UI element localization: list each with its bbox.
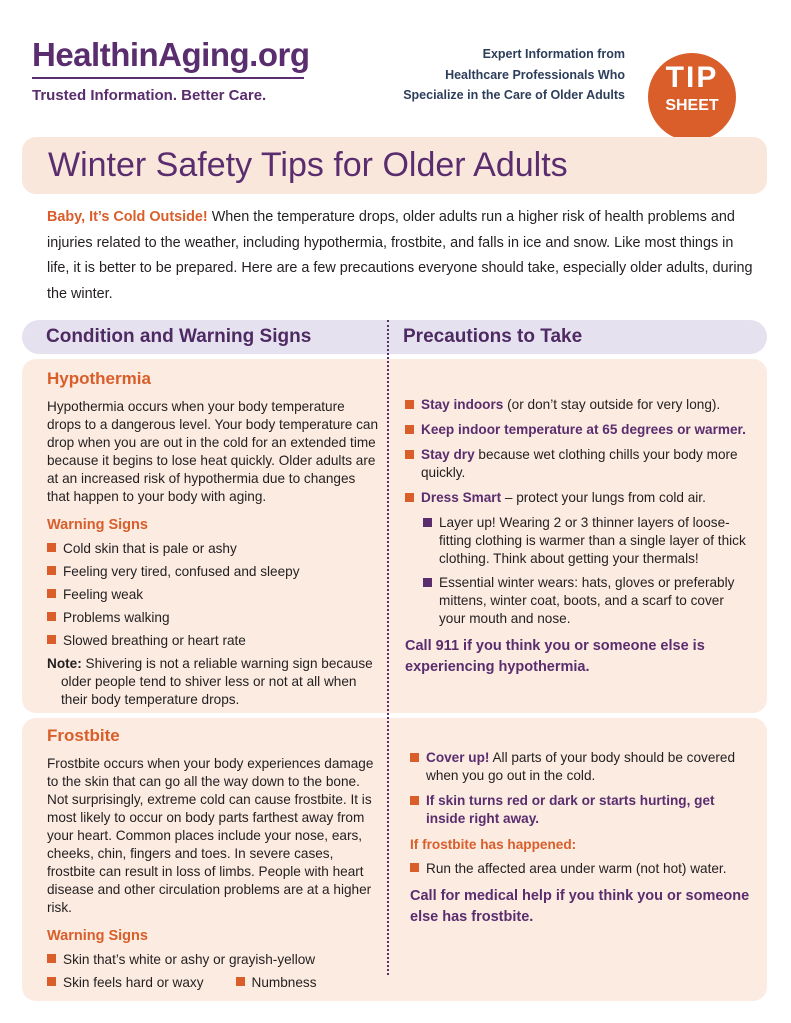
- bullet-square-icon: [47, 977, 56, 986]
- logo-name: HealthinAging.org: [32, 36, 310, 73]
- expert-line: Healthcare Professionals Who: [445, 67, 625, 82]
- intro-text: When the temperature drops, older adults run a higher risk of health problems and injuries related to the weather, including hypothermia, frostbite, and falls in ice and snow. Like most things in life, it is better to be prepared. Here are a few precautions everyone should take, especially older adults, during the winter.: [47, 209, 753, 302]
- hypothermia-precautions-list: [405, 396, 750, 507]
- bullet-square-icon: [47, 635, 56, 644]
- expert-line: Expert Information from: [482, 47, 625, 61]
- bullet-square-icon: [410, 753, 419, 762]
- bullet-square-icon: [423, 578, 432, 587]
- frostbite-signs-list: [47, 951, 379, 992]
- page-title: Winter Safety Tips for Older Adults: [48, 146, 568, 184]
- bullet-square-icon: [47, 612, 56, 621]
- logo-rule: [32, 77, 304, 79]
- list-item: Stay dry because wet clothing chills your body more quickly.: [405, 446, 750, 482]
- dress-smart-sublist: [423, 514, 750, 628]
- hypothermia-call-911: Call 911 if you think you or someone else is experiencing hypothermia.: [405, 638, 705, 675]
- logo: [32, 38, 322, 104]
- bullet-square-icon: [410, 863, 419, 872]
- frostbite-warning-title: Warning Signs: [47, 928, 148, 944]
- list-item: Run the affected area under warm (not hot) water.: [410, 860, 750, 878]
- bullet-square-icon: [47, 543, 56, 552]
- bullet-square-icon: [405, 493, 414, 502]
- list-item: Cold skin that is pale or ashy: [47, 540, 379, 558]
- frostbite-description: Frostbite occurs when your body experiences damage to the skin that can go all the way down to the bone. Not surprisingly, extreme cold can cause frostbite. It is most likely to occur on body parts farthest away from your heart. Common places include your nose, ears, cheeks, chin, fingers and toes. In severe cases, frostbite can result in loss of limbs. People with heart disease and other circulation problems are at a higher risk.: [47, 756, 374, 915]
- expert-info: [325, 44, 625, 106]
- bullet-square-icon: [236, 977, 245, 986]
- hypothermia-title: Hypothermia: [47, 369, 151, 388]
- bullet-square-icon: [405, 425, 414, 434]
- column-header-right: Precautions to Take: [403, 326, 583, 347]
- hypothermia-signs-list: [47, 540, 379, 650]
- list-item: Slowed breathing or heart rate: [47, 632, 379, 650]
- tip-sheet-badge: [648, 53, 736, 141]
- logo-tagline: Trusted Information. Better Care.: [32, 87, 267, 104]
- list-item: Feeling weak: [47, 586, 379, 604]
- list-item: Layer up! Wearing 2 or 3 thinner layers of loose-fitting clothing is warmer than a single layer of thick clothing. Think about getting your thermals!: [423, 514, 750, 568]
- bullet-square-icon: [405, 450, 414, 459]
- list-item: If skin turns red or dark or starts hurting, get inside right away.: [410, 792, 750, 828]
- bullet-square-icon: [423, 518, 432, 527]
- list-item: Stay indoors (or don’t stay outside for very long).: [405, 396, 750, 414]
- bullet-square-icon: [47, 954, 56, 963]
- list-item: Keep indoor temperature at 65 degrees or warmer.: [405, 421, 750, 439]
- hypothermia-description: Hypothermia occurs when your body temperature drops to a dangerous level. Your body temperature can drop when you are out in the cold for an extended time because it begins to lose heat quickly. Older adults are at an increased risk of hypothermia due to changes that happen to your body with aging.: [47, 399, 379, 504]
- title-bar: [22, 137, 767, 194]
- frostbite-title: Frostbite: [47, 726, 120, 745]
- frostbite-happened-list: [410, 860, 750, 878]
- list-item: Skin feels hard or waxy Numbness: [47, 974, 379, 992]
- list-item: Essential winter wears: hats, gloves or preferably mittens, winter coat, boots, and a scarf to cover your mouth and nose.: [423, 574, 750, 628]
- note-label: Note:: [47, 656, 82, 671]
- hypothermia-right-column: [405, 396, 750, 678]
- list-item: Skin that’s white or ashy or grayish-yellow: [47, 951, 379, 969]
- column-divider: [387, 320, 389, 975]
- note-text: Shivering is not a reliable warning sign because older people tend to shiver less or not at all when their body temperature drops.: [61, 656, 373, 707]
- bullet-square-icon: [47, 589, 56, 598]
- frostbite-call-help: Call for medical help if you think you or someone else has frostbite.: [410, 888, 750, 925]
- intro-lead: Baby, It’s Cold Outside!: [47, 209, 208, 225]
- frostbite-left-column: [47, 727, 379, 997]
- frostbite-right-column: [410, 749, 750, 928]
- badge-tip: TIP: [665, 61, 719, 94]
- column-header-bar: [22, 320, 767, 354]
- intro-paragraph: [47, 205, 753, 307]
- list-item: Feeling very tired, confused and sleepy: [47, 563, 379, 581]
- column-header-left: Condition and Warning Signs: [46, 326, 312, 347]
- expert-line: Specialize in the Care of Older Adults: [403, 88, 625, 102]
- frostbite-precautions-list: [410, 749, 750, 828]
- hypothermia-warning-title: Warning Signs: [47, 517, 148, 533]
- list-item: Cover up! All parts of your body should be covered when you go out in the cold.: [410, 749, 750, 785]
- bullet-square-icon: [405, 400, 414, 409]
- badge-sheet: SHEET: [665, 97, 719, 114]
- hypothermia-note: [47, 655, 379, 709]
- frostbite-happened-title: If frostbite has happened:: [410, 837, 577, 852]
- bullet-square-icon: [410, 796, 419, 805]
- bullet-square-icon: [47, 566, 56, 575]
- list-item: Problems walking: [47, 609, 379, 627]
- list-item: Dress Smart – protect your lungs from cold air.: [405, 489, 750, 507]
- hypothermia-left-column: [47, 370, 379, 709]
